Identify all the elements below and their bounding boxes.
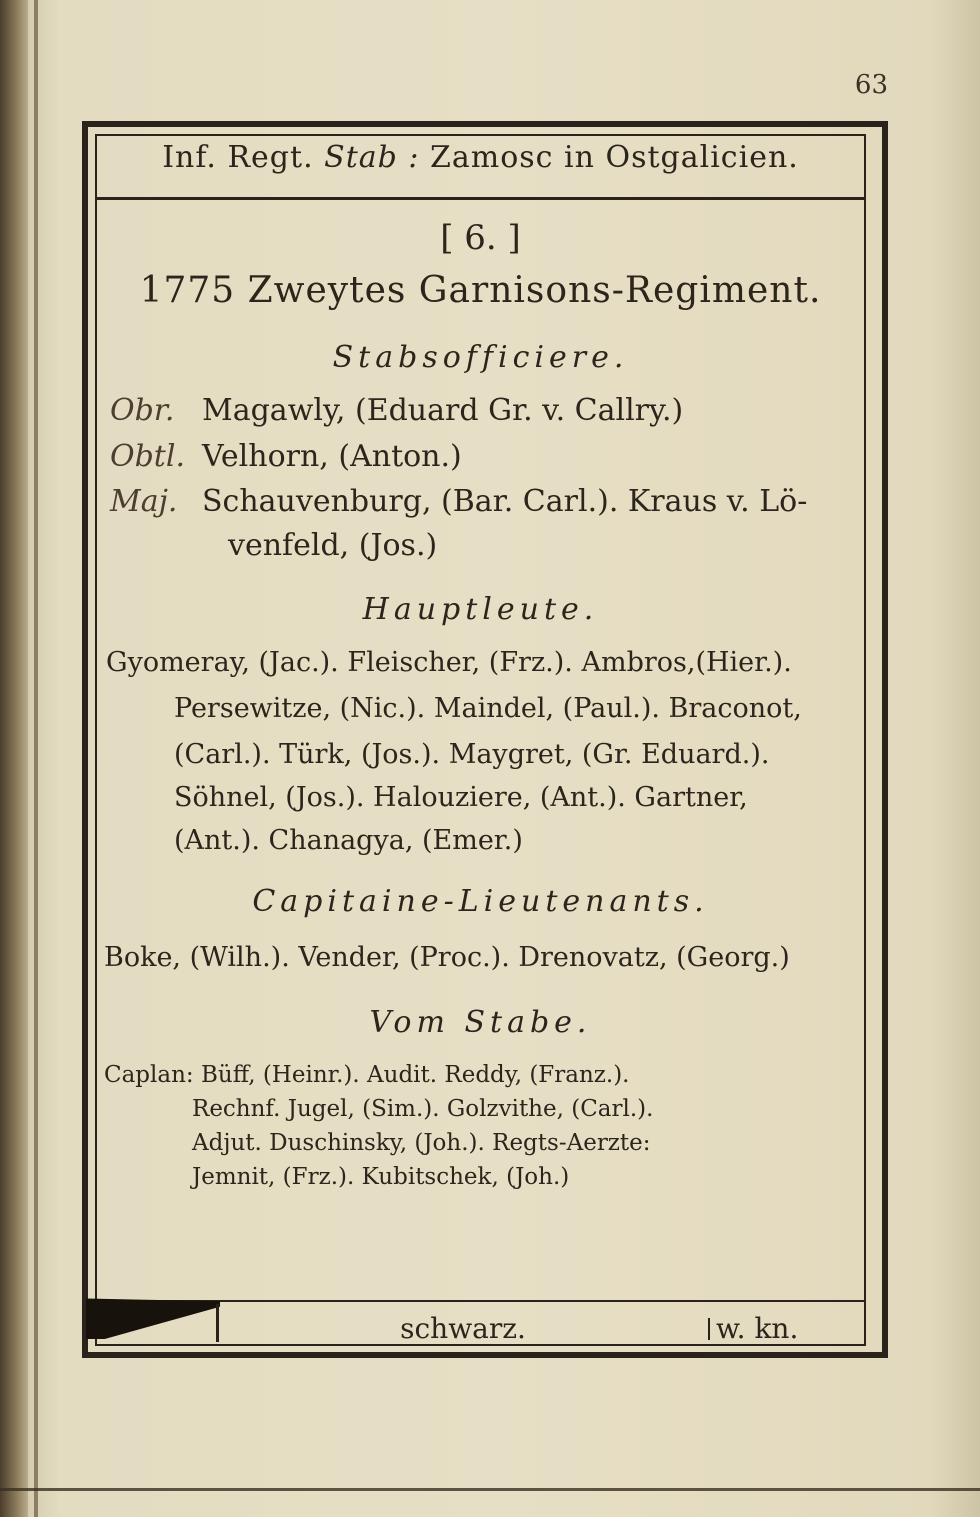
name-list-line: Söhnel, (Jos.). Halouziere, (Ant.). Gartner, xyxy=(174,782,748,813)
regiment-header xyxy=(97,140,864,175)
regiment-name: 1775 Zweytes Garnisons-Regiment. xyxy=(139,270,822,311)
rank-abbreviation: Maj. xyxy=(110,484,178,519)
staff-list-line: Caplan: Büff, (Heinr.). Audit. Reddy, (Franz.). xyxy=(104,1062,630,1088)
officer-names: Velhorn, (Anton.) xyxy=(202,439,462,474)
footer-divider xyxy=(708,1318,710,1340)
staff-list-line: Jemnit, (Frz.). Kubitschek, (Joh.) xyxy=(192,1164,570,1190)
facing-color: schwarz. xyxy=(400,1312,526,1345)
officer-names: Schauvenburg, (Bar. Carl.). Kraus v. Lö- xyxy=(202,484,808,519)
name-list-line: Gyomeray, (Jac.). Fleischer, (Frz.). Ambros,(Hier.). xyxy=(106,647,792,678)
footer-divider xyxy=(216,1304,219,1342)
rank-abbreviation: Obr. xyxy=(110,393,175,428)
officer-names: Magawly, (Eduard Gr. v. Callry.) xyxy=(202,393,684,428)
regiment-number: [ 6. ] xyxy=(440,218,521,258)
name-list-line: (Carl.). Türk, (Jos.). Maygret, (Gr. Eduard.). xyxy=(174,739,770,770)
section-title-capitaine-lieutenants: Capitaine-Lieutenants. xyxy=(252,884,709,919)
section-title-vom-stabe: Vom Stabe. xyxy=(369,1005,592,1040)
name-list-line: Persewitze, (Nic.). Maindel, (Paul.). Braconot, xyxy=(174,693,802,724)
name-list-line: (Ant.). Chanagya, (Emer.) xyxy=(174,825,523,856)
page-bottom-edge xyxy=(0,1488,980,1491)
staff-list-line: Rechnf. Jugel, (Sim.). Golzvithe, (Carl.). xyxy=(192,1096,654,1122)
page-number: 63 xyxy=(854,70,888,100)
staff-officer-row xyxy=(110,484,850,519)
header-rule xyxy=(97,197,864,200)
section-title-stabsofficiere: Stabsofficiere. xyxy=(332,340,629,375)
header-prefix: Inf. Regt. xyxy=(162,140,314,175)
book-binding xyxy=(0,0,28,1517)
staff-officer-continuation: venfeld, (Jos.) xyxy=(228,528,438,563)
header-stab-label: Stab : xyxy=(324,140,420,175)
button-color: w. kn. xyxy=(716,1312,799,1345)
rank-abbreviation: Obtl. xyxy=(110,439,185,474)
staff-officer-row xyxy=(110,393,850,428)
section-title-hauptleute: Hauptleute. xyxy=(362,592,599,627)
staff-officer-row xyxy=(110,439,850,474)
binding-edge xyxy=(34,0,38,1517)
staff-list-line: Adjut. Duschinsky, (Joh.). Regts-Aerzte: xyxy=(192,1130,651,1156)
header-location: Zamosc in Ostgalicien. xyxy=(430,140,799,175)
name-list-line: Boke, (Wilh.). Vender, (Proc.). Drenovatz, (Georg.) xyxy=(104,942,790,973)
